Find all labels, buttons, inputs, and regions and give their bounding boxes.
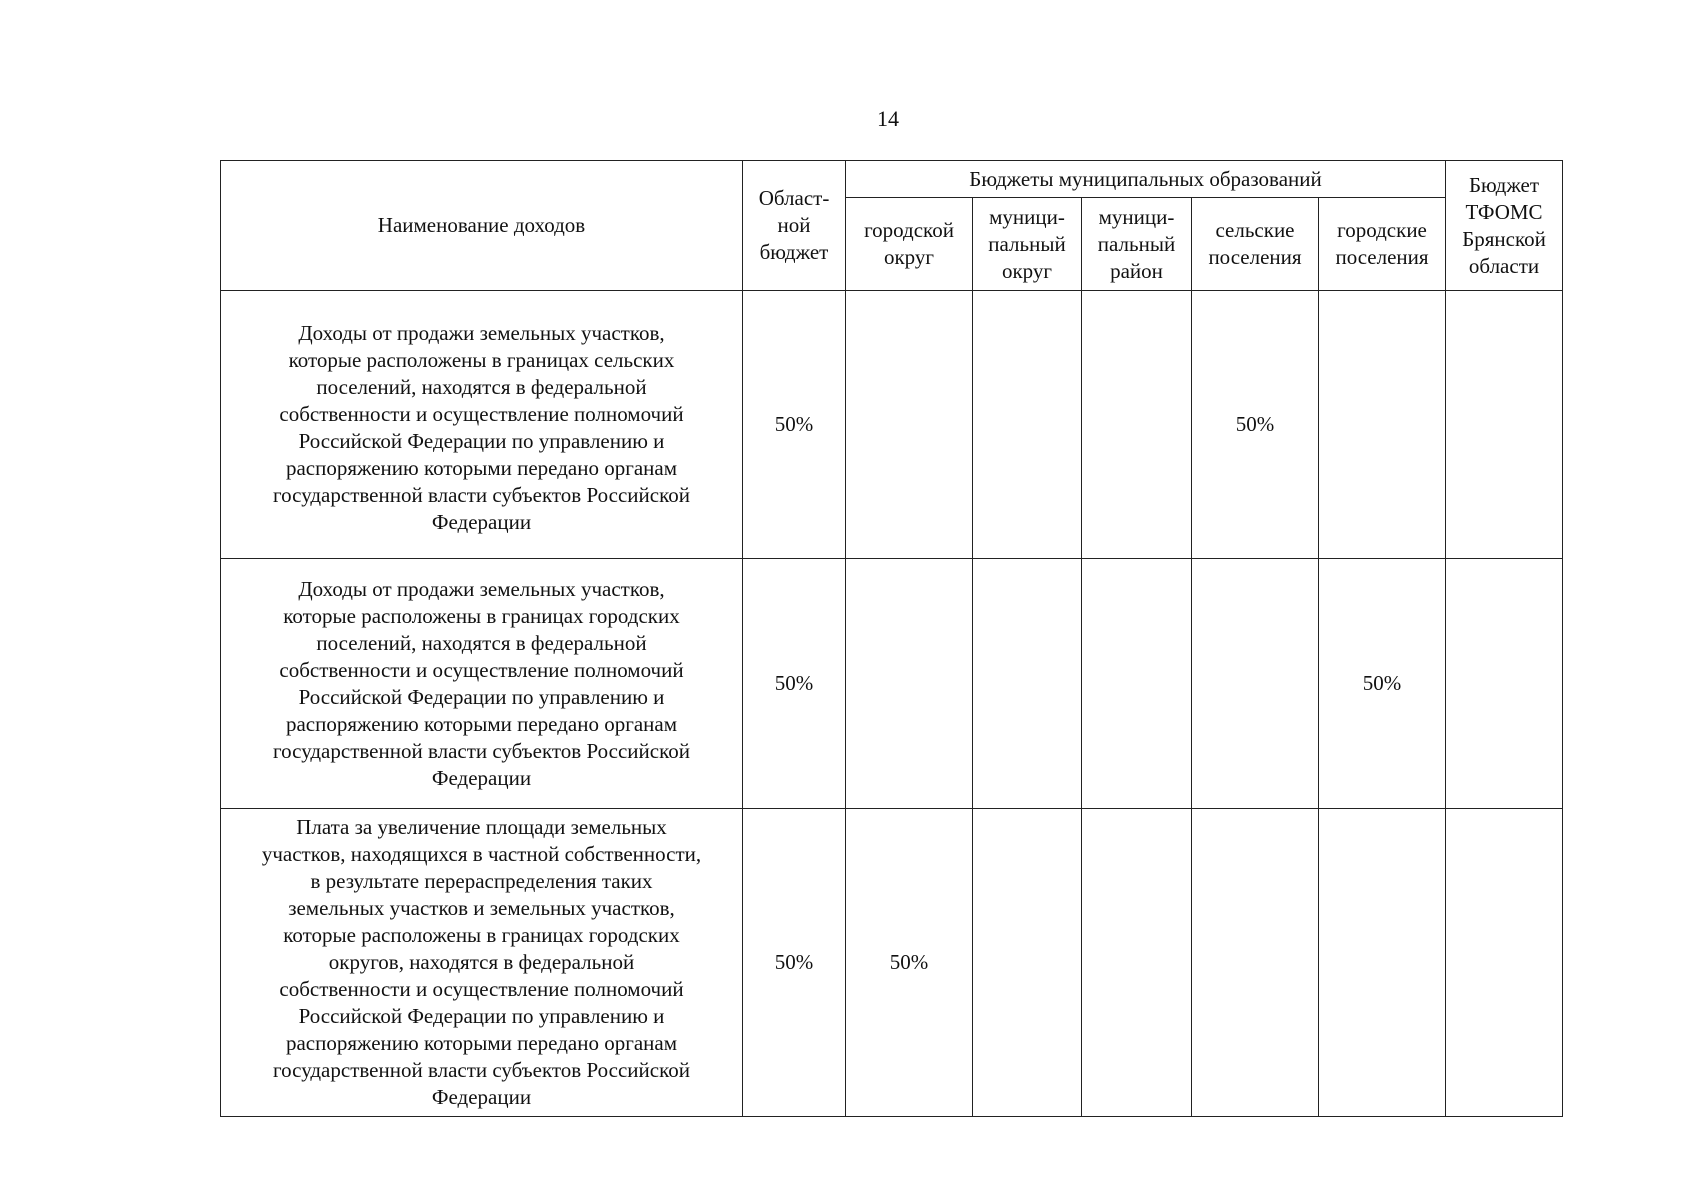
municipal-area-share-cell: [1082, 559, 1192, 809]
header-municipal-area: муници- пальный район: [1082, 198, 1192, 291]
regional-share-cell: 50%: [743, 559, 846, 809]
urban-settlements-share-cell: 50%: [1319, 559, 1446, 809]
header-municipal-district: муници- пальный округ: [973, 198, 1082, 291]
header-revenue-name: Наименование доходов: [221, 161, 743, 291]
city-district-share-cell: 50%: [846, 809, 973, 1117]
table-row: [221, 809, 1563, 1117]
municipal-area-share-cell: [1082, 809, 1192, 1117]
rural-settlements-share-cell: [1192, 809, 1319, 1117]
municipal-district-share-cell: [973, 291, 1082, 559]
table-row: [221, 559, 1563, 809]
city-district-share-cell: [846, 291, 973, 559]
rural-settlements-share-cell: 50%: [1192, 291, 1319, 559]
revenue-distribution-table: [220, 160, 1563, 1117]
rural-settlements-share-cell: [1192, 559, 1319, 809]
revenue-name-cell: Доходы от продажи земельных участков, которые расположены в границах городских поселений, находятся в федеральной собственности и осуществление полномочий Российской Федерации по управлению и распоряжению которыми передано органам государственной власти субъектов Российской Федерации: [221, 559, 743, 809]
header-tfoms-budget: Бюджет ТФОМС Брянской области: [1446, 161, 1563, 291]
regional-share-cell: 50%: [743, 291, 846, 559]
tfoms-share-cell: [1446, 559, 1563, 809]
municipal-district-share-cell: [973, 559, 1082, 809]
municipal-district-share-cell: [973, 809, 1082, 1117]
tfoms-share-cell: [1446, 809, 1563, 1117]
table-body: [221, 291, 1563, 1117]
urban-settlements-share-cell: [1319, 291, 1446, 559]
table-header: [221, 161, 1563, 291]
urban-settlements-share-cell: [1319, 809, 1446, 1117]
page-number: 14: [877, 106, 899, 131]
header-rural-settlements: сельские поселения: [1192, 198, 1319, 291]
header-municipal-budgets: Бюджеты муниципальных образований: [846, 161, 1446, 198]
city-district-share-cell: [846, 559, 973, 809]
revenue-name-cell: Доходы от продажи земельных участков, которые расположены в границах сельских поселений, находятся в федеральной собственности и осуществление полномочий Российской Федерации по управлению и распоряжению которыми передано органам государственной власти субъектов Российской Федерации: [221, 291, 743, 559]
revenue-name-cell: Плата за увеличение площади земельных участков, находящихся в частной собственности, в результате перераспределения таких земельных участков и земельных участков, которые расположены в границах городских округов, находятся в федеральной собственности и осуществление полномочий Российской Федерации по управлению и распоряжению которыми передано органам государственной власти субъектов Российской Федерации: [221, 809, 743, 1117]
table-row: [221, 291, 1563, 559]
municipal-area-share-cell: [1082, 291, 1192, 559]
tfoms-share-cell: [1446, 291, 1563, 559]
regional-share-cell: 50%: [743, 809, 846, 1117]
header-urban-settlements: городские поселения: [1319, 198, 1446, 291]
header-city-district: городской округ: [846, 198, 973, 291]
header-regional-budget: Област- ной бюджет: [743, 161, 846, 291]
